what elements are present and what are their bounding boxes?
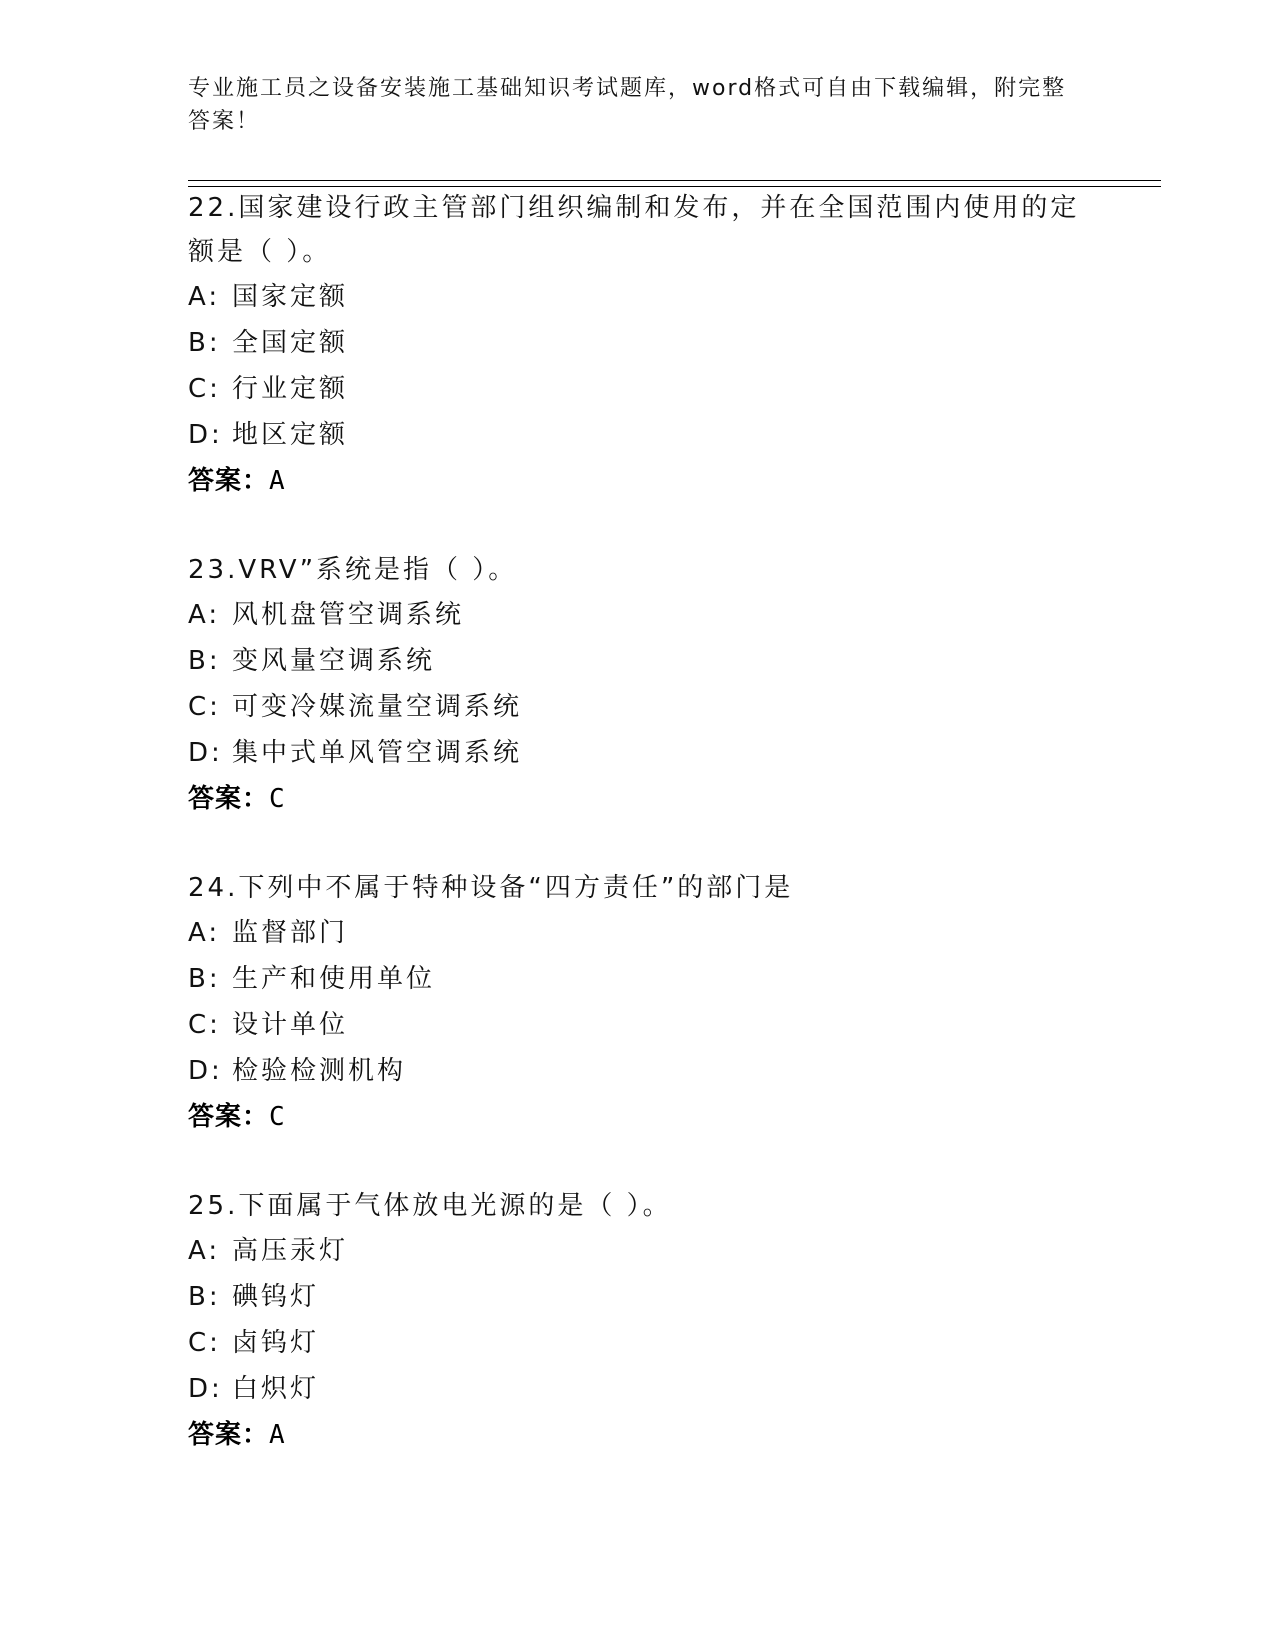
question-text: 24.下列中不属于特种设备“四方责任”的部门是 <box>188 873 794 903</box>
option-letter: C: <box>188 374 221 404</box>
option-letter: D: <box>188 738 223 768</box>
option-text: 生产和使用单位 <box>232 964 436 994</box>
option-text: 监督部门 <box>232 918 349 948</box>
option-letter: A: <box>188 282 221 312</box>
option-a <box>188 1228 1088 1274</box>
option-letter: A: <box>188 600 221 630</box>
option-b <box>188 1274 1088 1320</box>
answer-value: A <box>269 466 286 496</box>
question-text: 22.国家建设行政主管部门组织编制和发布，并在全国范围内使用的定额是（ ）。 <box>188 193 1080 267</box>
answer-line <box>188 458 1088 504</box>
option-letter: A: <box>188 918 221 948</box>
question-text: 25.下面属于气体放电光源的是（ ）。 <box>188 1191 672 1221</box>
option-letter: D: <box>188 1374 223 1404</box>
option-text: 变风量空调系统 <box>232 646 436 676</box>
document-header: 专业施工员之设备安装施工基础知识考试题库，word格式可自由下载编辑，附完整答案！ <box>188 76 1067 134</box>
question-block-24 <box>188 866 1088 1140</box>
option-text: 设计单位 <box>232 1010 349 1040</box>
option-c <box>188 1002 1088 1048</box>
answer-label: 答案： <box>188 466 270 496</box>
option-letter: B: <box>188 1282 221 1312</box>
option-letter: B: <box>188 964 221 994</box>
answer-label: 答案： <box>188 1102 270 1132</box>
answer-value: C <box>269 784 286 814</box>
option-text: 可变冷媒流量空调系统 <box>232 692 523 722</box>
option-text: 国家定额 <box>232 282 349 312</box>
option-a <box>188 592 1088 638</box>
option-c <box>188 366 1088 412</box>
option-text: 风机盘管空调系统 <box>232 600 465 630</box>
option-c <box>188 684 1088 730</box>
option-letter: C: <box>188 1010 221 1040</box>
answer-value: C <box>269 1102 286 1132</box>
option-letter: C: <box>188 1328 221 1358</box>
answer-label: 答案： <box>188 784 270 814</box>
option-d <box>188 1366 1088 1412</box>
option-a <box>188 910 1088 956</box>
option-letter: C: <box>188 692 221 722</box>
answer-line <box>188 1094 1088 1140</box>
option-text: 地区定额 <box>232 420 349 450</box>
option-text: 白炽灯 <box>232 1374 320 1404</box>
question-block-23 <box>188 548 1088 822</box>
option-d <box>188 730 1088 776</box>
option-text: 高压汞灯 <box>232 1236 349 1266</box>
option-b <box>188 956 1088 1002</box>
option-b <box>188 320 1088 366</box>
option-text: 行业定额 <box>232 374 349 404</box>
option-c <box>188 1320 1088 1366</box>
option-text: 检验检测机构 <box>232 1056 407 1086</box>
option-text: 集中式单风管空调系统 <box>232 738 523 768</box>
option-letter: D: <box>188 1056 223 1086</box>
option-text: 全国定额 <box>232 328 349 358</box>
answer-label: 答案： <box>188 1420 270 1450</box>
answer-value: A <box>269 1420 286 1450</box>
answer-line <box>188 776 1088 822</box>
option-d <box>188 412 1088 458</box>
option-letter: B: <box>188 646 221 676</box>
option-a <box>188 274 1088 320</box>
option-letter: A: <box>188 1236 221 1266</box>
option-letter: D: <box>188 420 223 450</box>
question-text: 23.VRV”系统是指（ ）。 <box>188 555 518 585</box>
option-text: 碘钨灯 <box>232 1282 320 1312</box>
option-b <box>188 638 1088 684</box>
question-block-22 <box>188 186 1088 504</box>
option-d <box>188 1048 1088 1094</box>
option-text: 卤钨灯 <box>232 1328 320 1358</box>
question-block-25 <box>188 1184 1088 1458</box>
answer-line <box>188 1412 1088 1458</box>
option-letter: B: <box>188 328 221 358</box>
